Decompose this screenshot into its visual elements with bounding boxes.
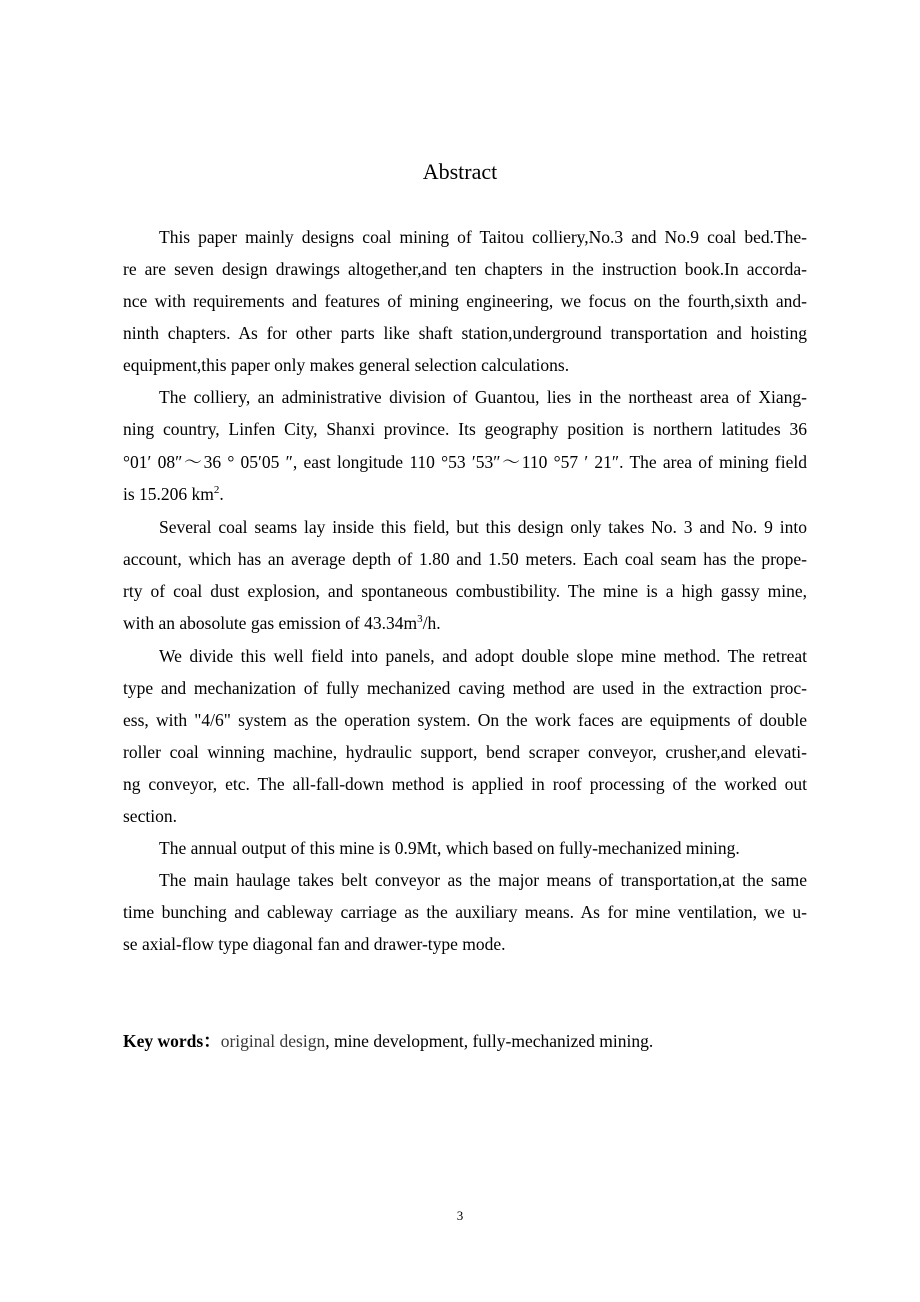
- gas-text: with an abosolute gas emission of 43.34m: [123, 613, 418, 633]
- keyword-original-design: original design: [220, 1031, 326, 1051]
- p1-line-5: equipment,this paper only makes general selection calculations.: [123, 355, 570, 375]
- area-text: is 15.206 km: [123, 484, 214, 504]
- p2-line-2: ning country, Linfen City, Shanxi province. Its geography position is northern latitudes 36: [123, 419, 807, 439]
- p6-line-2: time bunching and cableway carriage as the auxiliary means. As for mine ventilation, we u-: [123, 902, 807, 922]
- p3-line-1: Several coal seams lay inside this field, but this design only takes No. 3 and No. 9 into: [159, 517, 807, 537]
- keywords: [123, 1030, 807, 1052]
- p2-line-4: [123, 483, 807, 505]
- area-end: .: [219, 484, 224, 504]
- p6-line-3: se axial-flow type diagonal fan and drawer-type mode.: [123, 934, 506, 954]
- p4-line-6: section.: [123, 806, 177, 826]
- p5-line-1: The annual output of this mine is 0.9Mt, which based on fully-mechanized mining.: [159, 838, 740, 858]
- p3-line-3: rty of coal dust explosion, and spontaneous combustibility. The mine is a high gassy mine,: [123, 581, 807, 601]
- p2-line-1: The colliery, an administrative division of Guantou, lies in the northeast area of Xiang-: [159, 387, 807, 407]
- gas-superscript: 3: [417, 613, 423, 625]
- p1-line-4: ninth chapters. As for other parts like shaft station,underground transportation and hoisting: [123, 323, 807, 343]
- p3-line-2: account, which has an average depth of 1.80 and 1.50 meters. Each coal seam has the prope-: [123, 549, 807, 569]
- p2-line-3: °01′ 08″～36 ° 05′05 ″, east longitude 110 °53 ′53″～110 °57 ′ 21″. The area of mining field: [123, 452, 807, 472]
- keywords-rest: , mine development, fully-mechanized mining.: [325, 1031, 654, 1051]
- page-title: Abstract: [422, 159, 498, 184]
- p4-line-5: ng conveyor, etc. The all-fall-down method is applied in roof processing of the worked out: [123, 774, 807, 794]
- p1-line-3: nce with requirements and features of mining engineering, we focus on the fourth,sixth and-: [123, 291, 807, 311]
- p1-line-1: This paper mainly designs coal mining of Taitou colliery,No.3 and No.9 coal bed.The-: [159, 227, 807, 247]
- p4-line-3: ess, with "4/6" system as the operation system. On the work faces are equipments of double: [123, 710, 807, 730]
- keywords-label: Key words：: [123, 1031, 221, 1051]
- p6-line-1: The main haulage takes belt conveyor as the major means of transportation,at the same: [159, 870, 807, 890]
- p1-line-2: re are seven design drawings altogether,and ten chapters in the instruction book.In accorda-: [123, 259, 807, 279]
- gas-end: /h.: [422, 613, 441, 633]
- area-superscript: 2: [213, 484, 220, 496]
- p3-line-4: [123, 612, 807, 634]
- p4-line-1: We divide this well field into panels, and adopt double slope mine method. The retreat: [159, 646, 807, 666]
- page-number: 3: [456, 1208, 464, 1223]
- p4-line-2: type and mechanization of fully mechanized caving method are used in the extraction proc-: [123, 678, 807, 698]
- p4-line-4: roller coal winning machine, hydraulic support, bend scraper conveyor, crusher,and elevati-: [123, 742, 807, 762]
